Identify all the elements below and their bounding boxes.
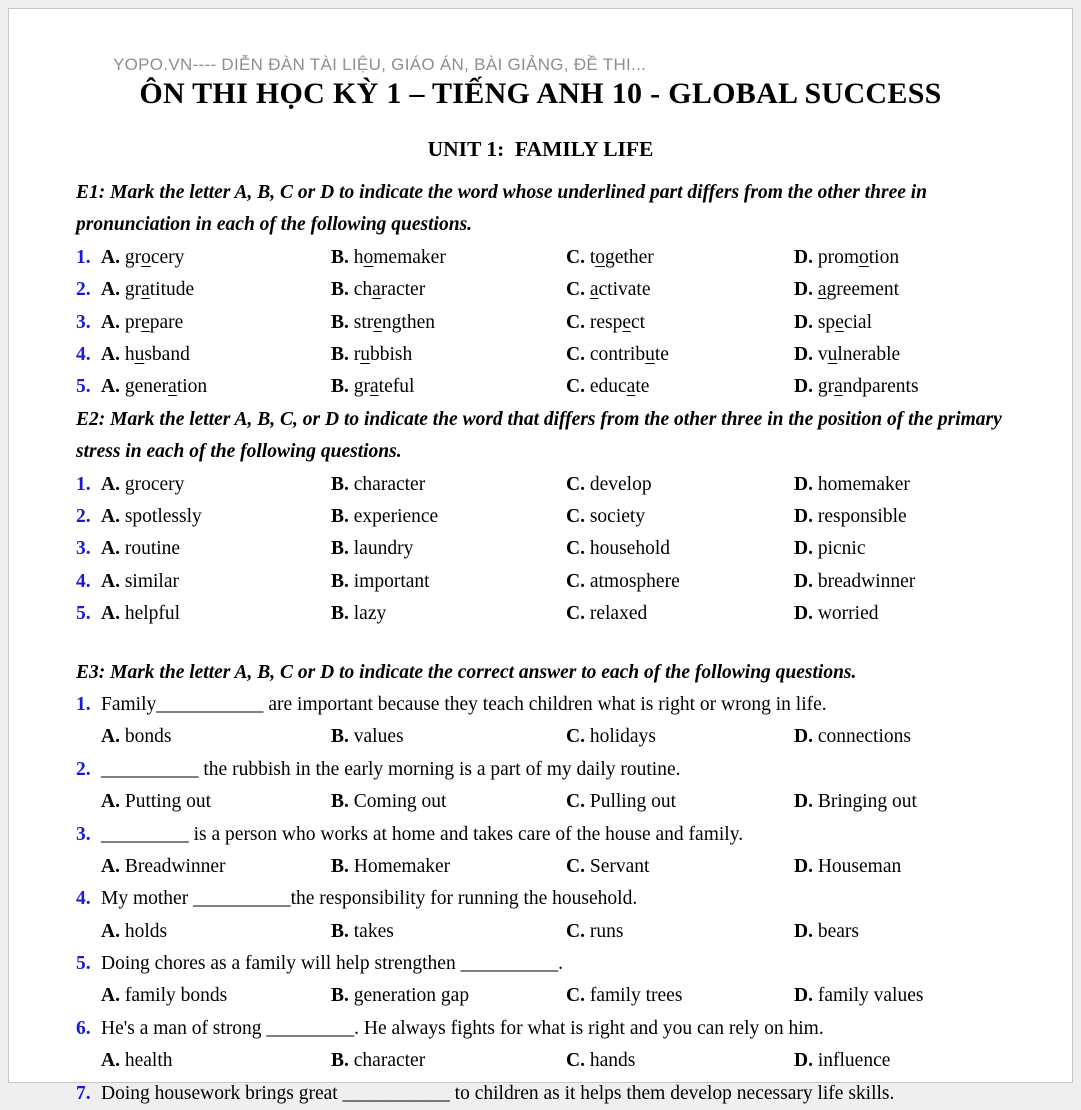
question-number-spacer xyxy=(76,980,101,1012)
option-word: holidays xyxy=(589,726,656,748)
option-a xyxy=(101,566,331,598)
section-e1 xyxy=(76,177,1036,404)
option-word: vulnerable xyxy=(817,343,901,365)
question-number: 4. xyxy=(76,570,91,592)
question-number: 4. xyxy=(76,343,91,365)
option-a xyxy=(101,469,331,501)
underlined-letter: a xyxy=(168,376,177,398)
option-letter: D. xyxy=(794,538,813,560)
option-word: important xyxy=(353,570,430,592)
option-c xyxy=(566,916,794,948)
option-b xyxy=(331,916,566,948)
option-letter: B. xyxy=(331,473,349,495)
option-a xyxy=(101,1045,331,1077)
question-options-row xyxy=(76,339,1036,371)
option-letter: C. xyxy=(566,985,585,1007)
option-letter: C. xyxy=(566,726,585,748)
question-number: 3. xyxy=(76,538,91,560)
option-letter: A. xyxy=(101,343,120,365)
option-word: worried xyxy=(817,603,879,625)
option-d xyxy=(794,371,1036,403)
underlined-letter: u xyxy=(134,343,145,365)
option-d xyxy=(794,307,1036,339)
question-stem: He's a man of strong _________. He always fights for what is right and you can rely on him. xyxy=(101,1017,824,1039)
question-stem-row xyxy=(76,1013,1036,1045)
option-letter: B. xyxy=(331,311,349,333)
question-number: 2. xyxy=(76,505,91,527)
option-d xyxy=(794,1045,1036,1077)
option-letter: D. xyxy=(794,985,813,1007)
option-b xyxy=(331,598,566,630)
option-letter: C. xyxy=(566,473,585,495)
option-letter: D. xyxy=(794,505,813,527)
option-word: develop xyxy=(589,473,652,495)
underlined-letter: o xyxy=(141,246,151,268)
option-letter: C. xyxy=(566,246,585,268)
question-stem: Family___________ are important because they teach children what is right or wrong in life. xyxy=(101,693,827,715)
option-letter: C. xyxy=(566,570,585,592)
option-letter: B. xyxy=(331,570,349,592)
option-d xyxy=(794,786,1036,818)
underlined-letter: a xyxy=(372,279,381,301)
option-a xyxy=(101,721,331,753)
watermark-text: YOPO.VN---- DIỄN ĐÀN TÀI LIỆU, GIÁO ÁN, BÀI GIẢNG, ĐỀ THI... xyxy=(113,55,647,74)
question-options-row xyxy=(76,307,1036,339)
option-c xyxy=(566,274,794,306)
option-letter: A. xyxy=(101,311,120,333)
option-letter: C. xyxy=(566,311,585,333)
underlined-letter: u xyxy=(645,343,655,365)
question-stem-row xyxy=(76,1078,1036,1110)
option-word: experience xyxy=(353,505,439,527)
option-a xyxy=(101,501,331,533)
underlined-letter: u xyxy=(827,343,838,365)
option-d xyxy=(794,916,1036,948)
option-d xyxy=(794,469,1036,501)
option-b xyxy=(331,501,566,533)
option-word: takes xyxy=(353,920,394,942)
option-word: character xyxy=(353,1050,426,1072)
option-word: Pulling out xyxy=(589,791,676,813)
question-number: 5. xyxy=(76,376,91,398)
option-word: Coming out xyxy=(353,791,447,813)
question-options-row xyxy=(76,721,1036,753)
option-d xyxy=(794,274,1036,306)
option-letter: A. xyxy=(101,855,120,877)
option-word: household xyxy=(589,538,671,560)
option-letter: A. xyxy=(101,985,120,1007)
option-c xyxy=(566,786,794,818)
option-word: strengthen xyxy=(353,311,435,333)
option-letter: B. xyxy=(331,791,349,813)
option-letter: D. xyxy=(794,570,813,592)
question-number: 7. xyxy=(76,1082,91,1104)
option-letter: B. xyxy=(331,538,349,560)
option-a xyxy=(101,916,331,948)
option-word: bonds xyxy=(124,726,172,748)
option-word: Breadwinner xyxy=(124,855,226,877)
option-word: prepare xyxy=(124,311,184,333)
option-word: rubbish xyxy=(353,343,413,365)
option-b xyxy=(331,371,566,403)
document-title: ÔN THI HỌC KỲ 1 – TIẾNG ANH 10 - GLOBAL SUCCESS xyxy=(139,77,942,110)
question-number: 1. xyxy=(76,693,91,715)
option-word: homemaker xyxy=(353,246,446,268)
option-b xyxy=(331,980,566,1012)
question-options-row xyxy=(76,851,1036,883)
document-page xyxy=(8,8,1073,1104)
option-word: Servant xyxy=(589,855,650,877)
option-letter: A. xyxy=(101,505,120,527)
option-b xyxy=(331,274,566,306)
option-letter: C. xyxy=(566,538,585,560)
option-word: holds xyxy=(124,920,168,942)
option-word: similar xyxy=(124,570,180,592)
sections xyxy=(76,177,1036,1110)
option-letter: B. xyxy=(331,279,349,301)
question-options-row xyxy=(76,274,1036,306)
option-letter: C. xyxy=(566,279,585,301)
option-letter: D. xyxy=(794,473,813,495)
section-instruction: E3: Mark the letter A, B, C or D to indicate the correct answer to each of the following questions. xyxy=(76,661,857,683)
question-stem-row xyxy=(76,819,1036,851)
option-letter: C. xyxy=(566,920,585,942)
option-word: values xyxy=(353,726,404,748)
option-word: influence xyxy=(817,1050,891,1072)
option-letter: B. xyxy=(331,343,349,365)
underlined-letter: o xyxy=(595,246,606,268)
option-letter: C. xyxy=(566,505,585,527)
underlined-letter: a xyxy=(589,279,599,301)
section-e2 xyxy=(76,404,1036,631)
option-c xyxy=(566,339,794,371)
option-letter: A. xyxy=(101,920,120,942)
option-word: grateful xyxy=(353,376,415,398)
option-word: Bringing out xyxy=(817,791,917,813)
option-word: agreement xyxy=(817,279,900,301)
question-stem: My mother __________the responsibility for running the household. xyxy=(101,888,638,910)
option-letter: A. xyxy=(101,603,120,625)
option-word: bears xyxy=(817,920,859,942)
option-c xyxy=(566,598,794,630)
option-word: grocery xyxy=(124,473,185,495)
section-instruction: E1: Mark the letter A, B, C or D to indicate the word whose underlined part differs from the other three in pronunciation in each of the following questions. xyxy=(76,182,928,236)
option-d xyxy=(794,339,1036,371)
question-number-spacer xyxy=(76,916,101,948)
option-b xyxy=(331,307,566,339)
option-a xyxy=(101,339,331,371)
option-a xyxy=(101,851,331,883)
option-letter: D. xyxy=(794,311,813,333)
unit-heading: UNIT 1: FAMILY LIFE xyxy=(427,137,654,161)
option-c xyxy=(566,851,794,883)
option-word: grandparents xyxy=(817,376,919,398)
option-d xyxy=(794,501,1036,533)
option-letter: C. xyxy=(566,376,585,398)
option-d xyxy=(794,242,1036,274)
option-letter: B. xyxy=(331,603,349,625)
option-word: contribute xyxy=(589,343,669,365)
question-options-row xyxy=(76,786,1036,818)
question-number: 1. xyxy=(76,473,91,495)
option-letter: A. xyxy=(101,791,120,813)
option-word: breadwinner xyxy=(817,570,916,592)
question-stem-row xyxy=(76,754,1036,786)
question-stem: Doing chores as a family will help strengthen __________. xyxy=(101,953,563,975)
underlined-letter: a xyxy=(834,376,843,398)
option-word: spotlessly xyxy=(124,505,202,527)
option-d xyxy=(794,980,1036,1012)
option-word: routine xyxy=(124,538,181,560)
question-stem: Doing housework brings great ___________ to children as it helps them develop necessary life skills. xyxy=(101,1082,895,1104)
option-word: together xyxy=(589,246,654,268)
option-word: hands xyxy=(589,1050,636,1072)
option-d xyxy=(794,598,1036,630)
option-letter: D. xyxy=(794,279,813,301)
option-c xyxy=(566,501,794,533)
option-c xyxy=(566,469,794,501)
option-word: generation gap xyxy=(353,985,470,1007)
option-word: gratitude xyxy=(124,279,195,301)
option-word: laundry xyxy=(353,538,414,560)
underlined-letter: a xyxy=(141,279,150,301)
underlined-letter: a xyxy=(626,376,636,398)
section-e3 xyxy=(76,657,1036,1110)
option-word: special xyxy=(817,311,872,333)
question-options-row xyxy=(76,371,1036,403)
option-word: Putting out xyxy=(124,791,211,813)
option-letter: D. xyxy=(794,246,813,268)
question-number-spacer xyxy=(76,1045,101,1077)
option-word: helpful xyxy=(124,603,181,625)
underlined-letter: e xyxy=(141,311,150,333)
question-number: 6. xyxy=(76,1017,91,1039)
option-letter: B. xyxy=(331,920,349,942)
question-options-row xyxy=(76,598,1036,630)
option-letter: A. xyxy=(101,473,120,495)
option-word: generation xyxy=(124,376,208,398)
option-letter: A. xyxy=(101,570,120,592)
option-word: promotion xyxy=(817,246,900,268)
question-number-spacer xyxy=(76,786,101,818)
option-c xyxy=(566,566,794,598)
question-stem-row xyxy=(76,948,1036,980)
option-c xyxy=(566,242,794,274)
question-number: 5. xyxy=(76,953,91,975)
option-word: activate xyxy=(589,279,651,301)
option-b xyxy=(331,533,566,565)
option-d xyxy=(794,566,1036,598)
option-word: picnic xyxy=(817,538,866,560)
option-letter: C. xyxy=(566,603,585,625)
option-a xyxy=(101,786,331,818)
option-letter: D. xyxy=(794,343,813,365)
option-d xyxy=(794,851,1036,883)
underlined-letter: o xyxy=(859,246,869,268)
option-word: runs xyxy=(589,920,624,942)
option-a xyxy=(101,371,331,403)
option-c xyxy=(566,533,794,565)
option-letter: A. xyxy=(101,246,120,268)
option-word: educate xyxy=(589,376,650,398)
option-c xyxy=(566,307,794,339)
option-word: health xyxy=(124,1050,173,1072)
option-letter: B. xyxy=(331,505,349,527)
question-number: 2. xyxy=(76,758,91,780)
option-word: family trees xyxy=(589,985,683,1007)
question-number-spacer xyxy=(76,721,101,753)
option-letter: B. xyxy=(331,726,349,748)
question-stem: _________ is a person who works at home and takes care of the house and family. xyxy=(101,823,744,845)
option-letter: C. xyxy=(566,791,585,813)
underlined-letter: e xyxy=(622,311,631,333)
question-stem-row xyxy=(76,883,1036,915)
question-number: 1. xyxy=(76,246,91,268)
option-word: respect xyxy=(589,311,646,333)
option-word: homemaker xyxy=(817,473,910,495)
option-a xyxy=(101,242,331,274)
option-d xyxy=(794,721,1036,753)
question-number: 2. xyxy=(76,279,91,301)
option-a xyxy=(101,598,331,630)
option-b xyxy=(331,786,566,818)
option-word: character xyxy=(353,473,426,495)
option-letter: A. xyxy=(101,376,120,398)
option-b xyxy=(331,1045,566,1077)
option-c xyxy=(566,371,794,403)
option-letter: A. xyxy=(101,538,120,560)
option-word: family bonds xyxy=(124,985,228,1007)
question-options-row xyxy=(76,469,1036,501)
option-word: atmosphere xyxy=(589,570,680,592)
option-c xyxy=(566,721,794,753)
option-letter: A. xyxy=(101,1050,120,1072)
option-letter: A. xyxy=(101,279,120,301)
option-letter: B. xyxy=(331,376,349,398)
question-options-row xyxy=(76,533,1036,565)
question-stem-row xyxy=(76,689,1036,721)
underlined-letter: e xyxy=(373,311,382,333)
option-a xyxy=(101,307,331,339)
option-d xyxy=(794,533,1036,565)
option-letter: D. xyxy=(794,855,813,877)
underlined-letter: a xyxy=(370,376,379,398)
option-c xyxy=(566,980,794,1012)
question-options-row xyxy=(76,566,1036,598)
option-word: grocery xyxy=(124,246,185,268)
option-letter: B. xyxy=(331,1050,349,1072)
option-word: connections xyxy=(817,726,911,748)
option-letter: D. xyxy=(794,603,813,625)
option-word: society xyxy=(589,505,646,527)
option-letter: D. xyxy=(794,376,813,398)
option-letter: D. xyxy=(794,920,813,942)
underlined-letter: e xyxy=(835,311,844,333)
option-b xyxy=(331,242,566,274)
option-letter: C. xyxy=(566,343,585,365)
question-number: 4. xyxy=(76,888,91,910)
option-c xyxy=(566,1045,794,1077)
option-letter: B. xyxy=(331,985,349,1007)
question-options-row xyxy=(76,980,1036,1012)
option-word: Homemaker xyxy=(353,855,451,877)
underlined-letter: u xyxy=(360,343,371,365)
question-options-row xyxy=(76,1045,1036,1077)
option-letter: D. xyxy=(794,1050,813,1072)
option-word: relaxed xyxy=(589,603,648,625)
option-b xyxy=(331,566,566,598)
option-letter: C. xyxy=(566,855,585,877)
option-word: husband xyxy=(124,343,190,365)
option-b xyxy=(331,721,566,753)
option-letter: D. xyxy=(794,726,813,748)
question-stem: __________ the rubbish in the early morning is a part of my daily routine. xyxy=(101,758,681,780)
option-b xyxy=(331,339,566,371)
option-word: family values xyxy=(817,985,924,1007)
question-number: 3. xyxy=(76,311,91,333)
option-a xyxy=(101,980,331,1012)
option-letter: B. xyxy=(331,855,349,877)
underlined-letter: a xyxy=(817,279,827,301)
option-b xyxy=(331,851,566,883)
option-word: responsible xyxy=(817,505,907,527)
option-a xyxy=(101,274,331,306)
option-b xyxy=(331,469,566,501)
option-letter: A. xyxy=(101,726,120,748)
question-options-row xyxy=(76,501,1036,533)
question-number-spacer xyxy=(76,851,101,883)
option-word: lazy xyxy=(353,603,387,625)
option-letter: D. xyxy=(794,791,813,813)
underlined-letter: o xyxy=(363,246,374,268)
section-instruction: E2: Mark the letter A, B, C, or D to indicate the word that differs from the other three in the position of the primary stress in each of the following questions. xyxy=(76,408,1002,463)
question-options-row xyxy=(76,242,1036,274)
question-number: 3. xyxy=(76,823,91,845)
question-number: 5. xyxy=(76,603,91,625)
option-word: character xyxy=(353,279,426,301)
question-options-row xyxy=(76,916,1036,948)
option-a xyxy=(101,533,331,565)
option-word: Houseman xyxy=(817,855,902,877)
option-letter: C. xyxy=(566,1050,585,1072)
option-letter: B. xyxy=(331,246,349,268)
